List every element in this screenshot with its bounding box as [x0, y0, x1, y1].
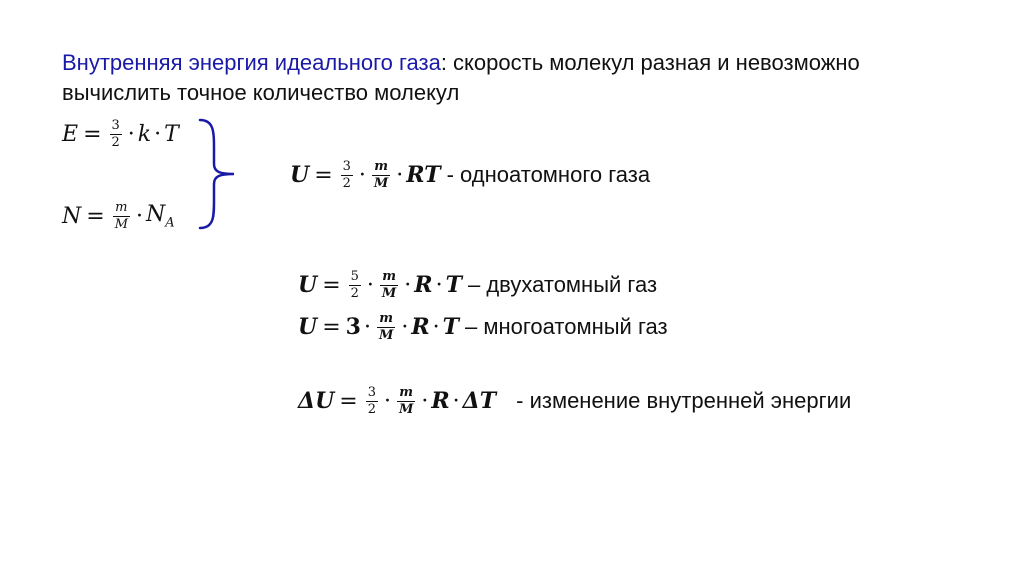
monatomic-rhs: RT	[406, 162, 441, 188]
monatomic-frac-1-den: 2	[342, 175, 351, 191]
polyatomic-frac	[377, 312, 395, 343]
change-T: ΔT	[462, 388, 497, 414]
number-NA-base: N	[146, 201, 166, 227]
energy-dot-2: ·	[154, 121, 162, 147]
change-frac-1	[366, 386, 378, 417]
diatomic-frac-2-den: M	[381, 285, 397, 301]
polyatomic-frac-den: M	[378, 327, 394, 343]
change-dot-2: ·	[421, 388, 429, 414]
number-eq: =	[86, 203, 105, 229]
header-line-1	[62, 50, 860, 76]
header-rest: : скорость молекул разная и невозможно	[440, 50, 860, 75]
change-lhs: ΔU	[298, 388, 335, 414]
change-frac-2-num: m	[399, 384, 414, 400]
monatomic-frac-2	[372, 160, 390, 191]
energy-frac-den: 2	[111, 134, 120, 150]
number-dot: ·	[136, 203, 143, 229]
monatomic-lhs: U	[290, 162, 310, 188]
polyatomic-dot-2: ·	[401, 314, 409, 340]
energy-fraction	[110, 119, 122, 150]
polyatomic-description: – многоатомный газ	[465, 314, 668, 339]
monatomic-dot-2: ·	[396, 162, 404, 188]
diatomic-frac-2	[380, 270, 398, 301]
monatomic-eq: =	[314, 162, 333, 188]
monatomic-frac-2-num: m	[374, 158, 388, 174]
number-NA-sub: A	[165, 215, 175, 231]
polyatomic-T: T	[442, 314, 459, 340]
energy-T: T	[164, 121, 179, 147]
polyatomic-lhs: U	[298, 314, 318, 340]
diatomic-frac-1-den: 2	[350, 285, 359, 301]
monatomic-dot-1: ·	[358, 162, 366, 188]
formula-monatomic	[290, 152, 650, 198]
formula-change	[298, 378, 851, 424]
formula-energy	[62, 112, 179, 156]
change-frac-1-num: 3	[367, 384, 376, 400]
diatomic-dot-3: ·	[435, 272, 443, 298]
diatomic-frac-1	[349, 270, 361, 301]
change-frac-2-den: M	[398, 401, 414, 417]
diatomic-eq: =	[322, 272, 341, 298]
number-lhs: N	[62, 203, 82, 229]
change-dot-1: ·	[383, 388, 391, 414]
change-frac-1-den: 2	[367, 401, 376, 417]
polyatomic-frac-num: m	[379, 310, 394, 326]
energy-dot-1: ·	[127, 121, 135, 147]
diatomic-lhs: U	[298, 272, 318, 298]
diatomic-R: R	[414, 272, 433, 298]
monatomic-description: - одноатомного газа	[446, 162, 651, 187]
number-fraction	[113, 201, 130, 232]
monatomic-frac-1	[341, 160, 353, 191]
number-NA	[146, 202, 175, 230]
diatomic-T: T	[445, 272, 462, 298]
monatomic-frac-2-den: M	[373, 175, 389, 191]
energy-frac-num: 3	[111, 117, 120, 133]
number-frac-num: m	[115, 199, 128, 215]
polyatomic-coef: 3	[345, 314, 361, 340]
diatomic-frac-2-num: m	[382, 268, 396, 284]
diatomic-dot-1: ·	[366, 272, 374, 298]
formula-number	[62, 194, 175, 238]
energy-lhs: E	[62, 121, 79, 147]
formula-polyatomic	[298, 304, 668, 350]
diatomic-description: – двухатомный газ	[467, 272, 658, 297]
polyatomic-dot-1: ·	[363, 314, 371, 340]
diatomic-frac-1-num: 5	[350, 268, 359, 284]
formula-diatomic	[298, 262, 657, 308]
energy-eq: =	[83, 121, 102, 147]
header-line-2: вычислить точное количество молекул	[62, 80, 460, 105]
change-dot-3: ·	[452, 388, 460, 414]
monatomic-frac-1-num: 3	[342, 158, 351, 174]
change-description: - изменение внутренней энергии	[516, 388, 852, 413]
change-eq: =	[339, 388, 358, 414]
header-highlight: Внутренняя энергия идеального газа	[62, 50, 441, 75]
polyatomic-R: R	[411, 314, 430, 340]
number-frac-den: M	[114, 216, 128, 232]
change-frac-2	[397, 386, 415, 417]
polyatomic-eq: =	[322, 314, 341, 340]
curly-brace-icon	[190, 116, 250, 234]
polyatomic-dot-3: ·	[432, 314, 440, 340]
energy-k: k	[137, 121, 152, 147]
diatomic-dot-2: ·	[404, 272, 412, 298]
change-R: R	[431, 388, 450, 414]
